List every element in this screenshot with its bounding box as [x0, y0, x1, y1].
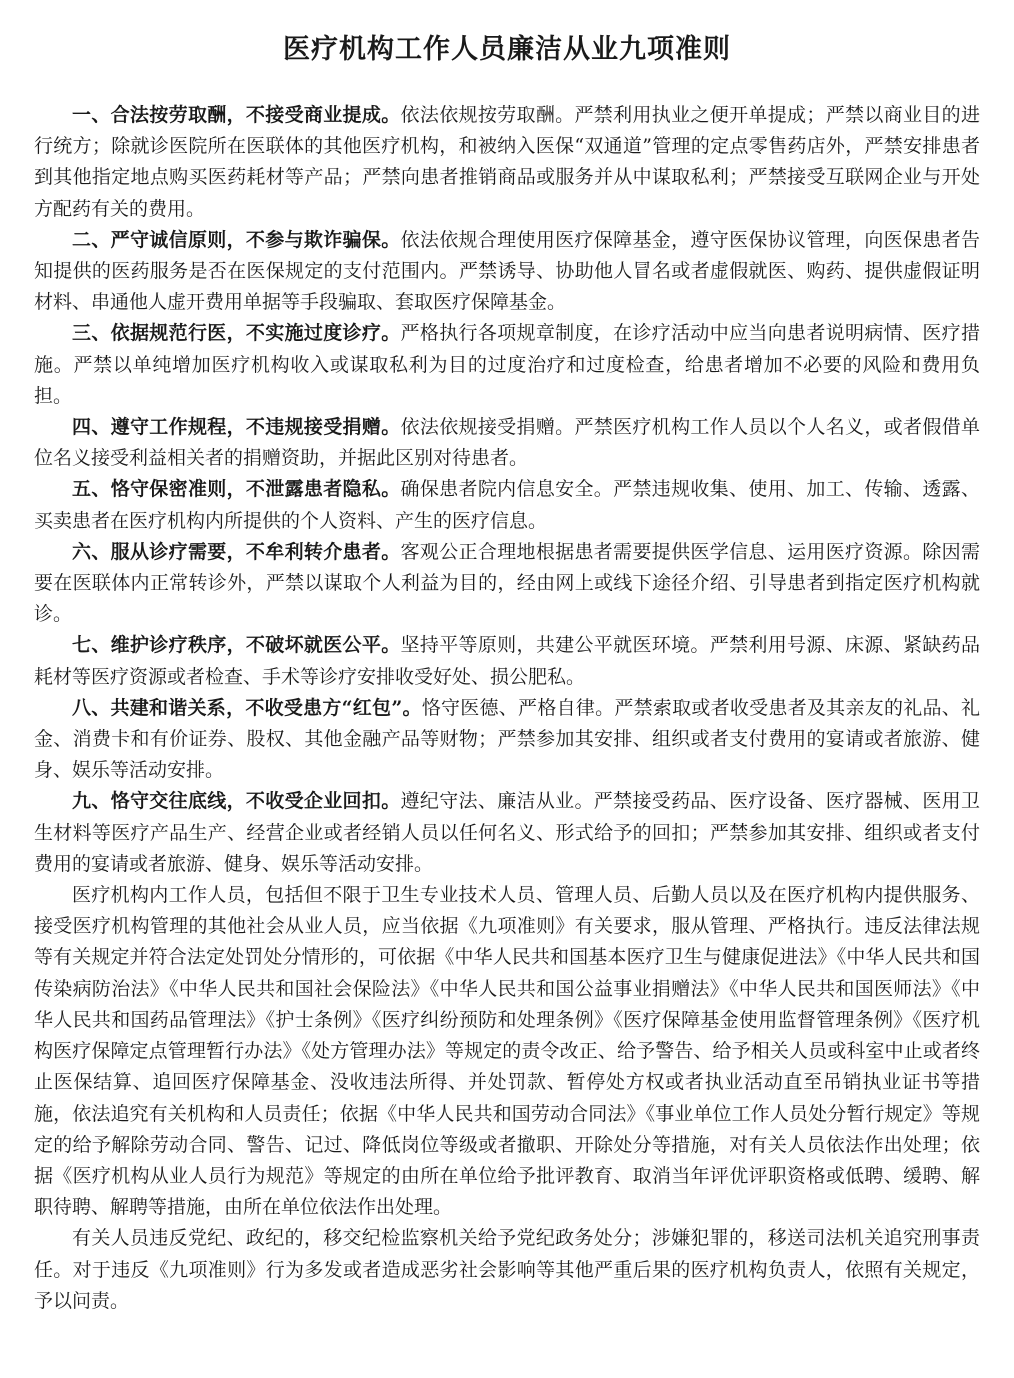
- article-9: [34, 786, 980, 880]
- article-body: 客观公正合理地根据患者需要提供医学信息、运用医疗资源。除因需要在医联体内正常转诊外，严禁以谋取个人利益为目的，经由网上或线下途径介绍、引导患者到指定医疗机构就诊。: [34, 540, 980, 626]
- article-heading: 三、依据规范行医，不实施过度诊疗。: [72, 322, 401, 345]
- article-heading: 五、恪守保密准则，不泄露患者隐私。: [72, 478, 401, 501]
- article-heading: 六、服从诊疗需要，不牟利转介患者。: [72, 540, 401, 563]
- document-title: 医疗机构工作人员廉洁从业九项准则: [283, 34, 731, 65]
- article-4: [34, 412, 980, 474]
- article-heading: 九、恪守交往底线，不收受企业回扣。: [72, 790, 401, 813]
- article-1: [34, 100, 980, 225]
- article-body: 严格执行各项规章制度，在诊疗活动中应当向患者说明病情、医疗措施。严禁以单纯增加医疗机构收入或谋取私利为目的过度治疗和过度检查，给患者增加不必要的风险和费用负担。: [34, 322, 980, 407]
- article-body: 确保患者院内信息安全。严禁违规收集、使用、加工、传输、透露、买卖患者在医疗机构内所提供的个人资料、产生的医疗信息。: [34, 478, 980, 532]
- article-body: 坚持平等原则，共建公平就医环境。严禁利用号源、床源、紧缺药品耗材等医疗资源或者检查、手术等诊疗安排收受好处、损公肥私。: [34, 634, 980, 688]
- article-heading: 八、共建和谐关系，不收受患方“红包”。: [72, 696, 422, 719]
- article-2: [34, 225, 980, 319]
- article-3: [34, 318, 980, 412]
- article-body: 恪守医德、严格自律。严禁索取或者收受患者及其亲友的礼品、礼金、消费卡和有价证券、股权、其他金融产品等财物；严禁参加其安排、组织或者支付费用的宴请或者旅游、健身、娱乐等活动安排。: [34, 696, 980, 782]
- article-heading: 四、遵守工作规程，不违规接受捐赠。: [72, 416, 401, 439]
- document: [34, 30, 980, 1317]
- article-7: [34, 630, 980, 692]
- article-body: 依法依规合理使用医疗保障基金，遵守医保协议管理，向医保患者告知提供的医药服务是否在医保规定的支付范围内。严禁诱导、协助他人冒名或者虚假就医、购药、提供虚假证明材料、串通他人虚开费用单据等手段骗取、套取医疗保障基金。: [34, 228, 980, 314]
- article-body: 依法依规接受捐赠。严禁医疗机构工作人员以个人名义，或者假借单位名义接受利益相关者的捐赠资助，并据此区别对待患者。: [34, 416, 980, 470]
- article-heading: 七、维护诊疗秩序，不破坏就医公平。: [72, 634, 401, 657]
- article-8: [34, 693, 980, 787]
- closing-paragraph-accountability: 有关人员违反党纪、政纪的，移交纪检监察机关给予党纪政务处分；涉嫌犯罪的，移送司法机关追究刑事责任。对于违反《九项准则》行为多发或者造成恶劣社会影响等其他严重后果的医疗机构负责人，依照有关规定，予以问责。: [34, 1227, 980, 1312]
- article-heading: 二、严守诚信原则，不参与欺诈骗保。: [72, 228, 401, 251]
- closing-paragraph-scope: 医疗机构内工作人员，包括但不限于卫生专业技术人员、管理人员、后勤人员以及在医疗机构内提供服务、接受医疗机构管理的其他社会从业人员，应当依据《九项准则》有关要求，服从管理、严格执行。违反法律法规等有关规定并符合法定处罚处分情形的，可依据《中华人民共和国基本医疗卫生与健康促进法》《中华人民共和国传染病防治法》《中华人民共和国社会保险法》《中华人民共和国公益事业捐赠法》《中华人民共和国医师法》《中华人民共和国药品管理法》《护士条例》《医疗纠纷预防和处理条例》《医疗保障基金使用监督管理条例》《医疗机构医疗保障定点管理暂行办法》《处方管理办法》等规定的责令改正、给予警告、给予相关人员或科室中止或者终止医保结算、追回医疗保障基金、没收违法所得、并处罚款、暂停处方权或者执业活动直至吊销执业证书等措施，依法追究有关机构和人员责任；依据《中华人民共和国劳动合同法》《事业单位工作人员处分暂行规定》等规定的给予解除劳动合同、警告、记过、降低岗位等级或者撤职、开除处分等措施，对有关人员依法作出处理；依据《医疗机构从业人员行为规范》等规定的由所在单位给予批评教育、取消当年评优评职资格或低聘、缓聘、解职待聘、解聘等措施，由所在单位依法作出处理。: [34, 884, 980, 1219]
- article-5: [34, 474, 980, 536]
- article-6: [34, 537, 980, 631]
- article-body: 遵纪守法、廉洁从业。严禁接受药品、医疗设备、医疗器械、医用卫生材料等医疗产品生产、经营企业或者经销人员以任何名义、形式给予的回扣；严禁参加其安排、组织或者支付费用的宴请或者旅游、健身、娱乐等活动安排。: [34, 790, 980, 875]
- article-body: 依法依规按劳取酬。严禁利用执业之便开单提成；严禁以商业目的进行统方；除就诊医院所在医联体的其他医疗机构，和被纳入医保“双通道”管理的定点零售药店外，严禁安排患者到其他指定地点购买医药耗材等产品；严禁向患者推销商品或服务并从中谋取私利；严禁接受互联网企业与开处方配药有关的费用。: [34, 104, 980, 220]
- article-heading: 一、合法按劳取酬，不接受商业提成。: [72, 104, 401, 126]
